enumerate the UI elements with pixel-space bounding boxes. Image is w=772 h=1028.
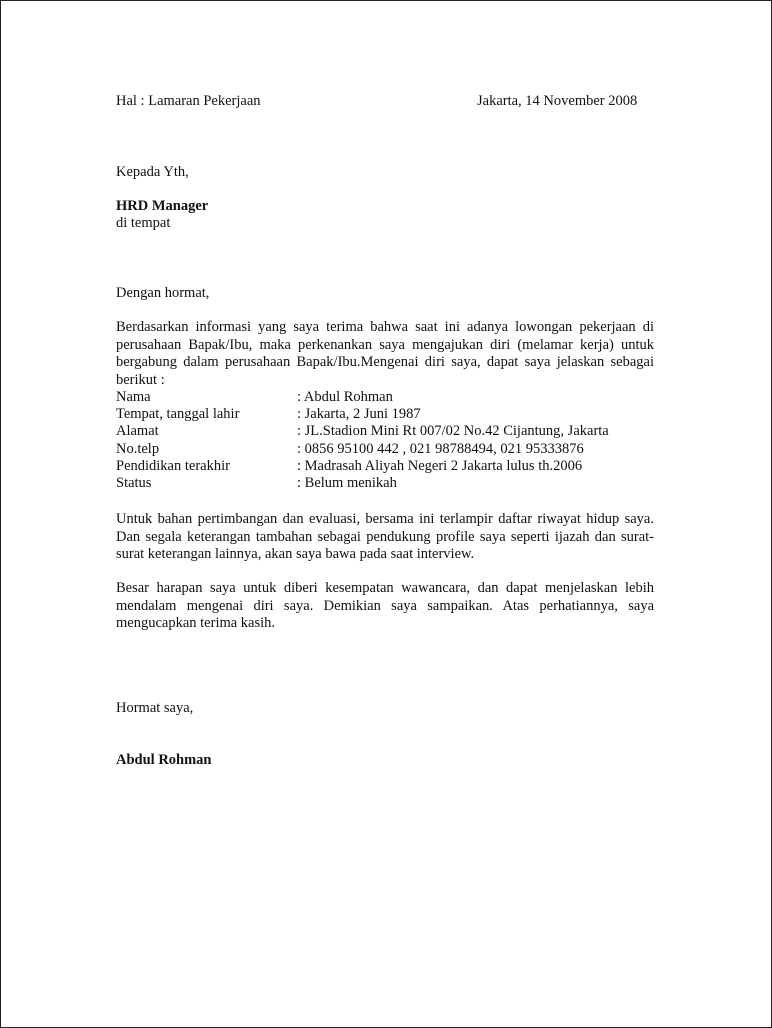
subject-line: Hal : Lamaran Pekerjaan [116, 93, 261, 109]
greeting: Dengan hormat, [116, 285, 210, 301]
detail-label: Status [116, 475, 152, 491]
attachment-paragraph: Untuk bahan pertimbangan dan evaluasi, bersama ini terlampir daftar riwayat hidup saya. Dan segala keterangan tambahan sebagai pendukung profile saya seperti ijazah dan surat-surat keterangan lainnya, akan saya bawa pada saat interview. [116, 511, 654, 562]
detail-value: : Jakarta, 2 Juni 1987 [297, 406, 421, 422]
closing-paragraph: Besar harapan saya untuk diberi kesempatan wawancara, dan dapat menjelaskan lebih mendalam mengenai diri saya. Demikian saya sampaikan. Atas perhatiannya, saya mengucapkan terima kasih. [116, 580, 654, 631]
letter-date: Jakarta, 14 November 2008 [477, 93, 638, 109]
detail-label: Nama [116, 389, 151, 405]
detail-value: : 0856 95100 442 , 021 98788494, 021 95333876 [297, 441, 584, 457]
detail-label: Tempat, tanggal lahir [116, 406, 240, 422]
detail-value: : Belum menikah [297, 475, 397, 491]
detail-label: Pendidikan terakhir [116, 458, 230, 474]
detail-value: : JL.Stadion Mini Rt 007/02 No.42 Cijantung, Jakarta [297, 423, 609, 439]
signature-name: Abdul Rohman [116, 752, 212, 768]
intro-paragraph: Berdasarkan informasi yang saya terima bahwa saat ini adanya lowongan pekerjaan di perusahaan Bapak/Ibu, maka perkenankan saya mengajukan diri (melamar kerja) untuk bergabung dalam perusahaan Bapak/Ibu.Mengenai diri saya, dapat saya jelaskan sebagai berikut : [116, 319, 654, 388]
detail-value: : Abdul Rohman [297, 389, 393, 405]
recipient-place: di tempat [116, 215, 171, 231]
detail-label: Alamat [116, 423, 159, 439]
closing-salutation: Hormat saya, [116, 700, 194, 716]
detail-label: No.telp [116, 441, 160, 457]
detail-value: : Madrasah Aliyah Negeri 2 Jakarta lulus th.2006 [297, 458, 583, 474]
recipient-salutation: Kepada Yth, [116, 164, 189, 180]
recipient-title: HRD Manager [116, 198, 209, 214]
